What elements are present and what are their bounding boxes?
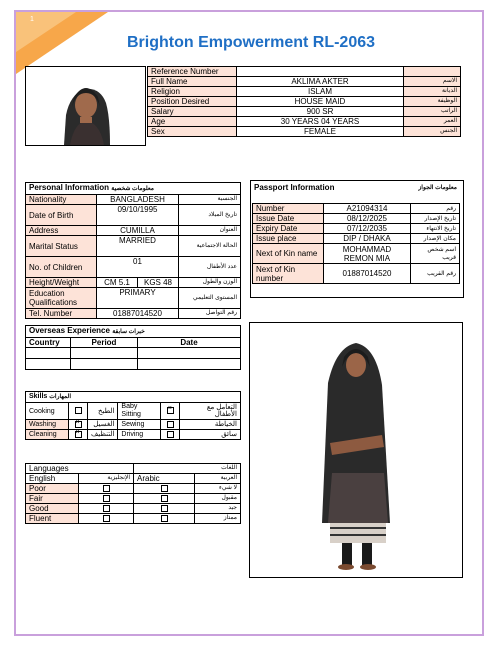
- weight-value: KGS 48: [138, 278, 179, 288]
- personal-row: [26, 205, 241, 226]
- skills-row: [26, 403, 241, 420]
- passport-table: [252, 203, 460, 284]
- personal-label: Address: [26, 226, 97, 236]
- arabic-checkbox-cell: [134, 514, 195, 524]
- personal-heading: Personal Information: [29, 183, 110, 192]
- arabic-label-ar: العربية: [195, 474, 241, 484]
- english-checkbox-cell: [79, 504, 134, 514]
- header-info-value: 30 YEARS 04 YEARS: [237, 117, 404, 127]
- personal-value: CUMILLA: [97, 226, 179, 236]
- skill-label-ar: التنظيف: [88, 430, 118, 440]
- passport-row: [253, 204, 460, 214]
- skill-label-ar: سائق: [180, 430, 241, 440]
- personal-label-ar: الحالة الاجتماعية: [179, 236, 241, 257]
- tel-label: Tel. Number: [26, 309, 97, 319]
- header-info-row: [148, 87, 461, 97]
- header-info-label: Full Name: [148, 77, 237, 87]
- header-info-label-ar: الوظيفة: [404, 97, 461, 107]
- passport-label: Issue Date: [253, 214, 324, 224]
- personal-label: No. of Children: [26, 257, 97, 278]
- personal-label-ar: الجنسية: [179, 195, 241, 205]
- passport-label: Number: [253, 204, 324, 214]
- header-info-value: AKLIMA AKTER: [237, 77, 404, 87]
- header-info-row: [148, 67, 461, 77]
- header-info-table: [147, 66, 461, 137]
- skill-checkbox-cell: [161, 430, 180, 440]
- languages-heading-ar: اللغات: [134, 464, 241, 474]
- skills-heading: Skills: [29, 393, 48, 400]
- language-level-row: [26, 494, 241, 504]
- header-info-label-ar: [404, 67, 461, 77]
- skill-checkbox: [167, 431, 174, 438]
- skill-label-ar: الخياطة: [180, 420, 241, 430]
- overseas-heading: Overseas Experience: [29, 326, 110, 335]
- skill-label: Cooking: [26, 403, 69, 420]
- skill-checkbox-cell: [161, 420, 180, 430]
- passport-value: 01887014520: [324, 264, 411, 284]
- arabic-checkbox-cell: [134, 504, 195, 514]
- passport-label-ar: اسم شخص قريب: [411, 244, 460, 264]
- skills-heading-ar: المهارات: [49, 394, 72, 400]
- personal-value: 09/10/1995: [97, 205, 179, 226]
- header-info-label-ar: الاسم: [404, 77, 461, 87]
- hw-label: Height/Weight: [26, 278, 97, 288]
- passport-row: [253, 224, 460, 234]
- skill-checkbox-cell: [161, 403, 180, 420]
- language-level-label-ar: مقبول: [195, 494, 241, 504]
- skill-label: Driving: [118, 430, 161, 440]
- passport-heading-ar: معلومات الجواز: [418, 185, 457, 191]
- skill-checkbox-cell: [69, 430, 88, 440]
- page-title: Brighton Empowerment RL-2063: [126, 34, 376, 51]
- header-info-value: FEMALE: [237, 127, 404, 137]
- language-level-label-ar: لا شيء: [195, 484, 241, 494]
- personal-label: Marital Status: [26, 236, 97, 257]
- personal-heading-ar: معلومات شخصية: [111, 186, 154, 192]
- languages-heading: Languages: [26, 464, 134, 474]
- skill-label: Cleaning: [26, 430, 69, 440]
- language-level-label: Fair: [26, 494, 79, 504]
- header-info-label-ar: الراتب: [404, 107, 461, 117]
- skill-checkbox: [167, 407, 174, 414]
- languages-table: [25, 463, 241, 524]
- passport-label-ar: رقم: [411, 204, 460, 214]
- arabic-checkbox-cell: [134, 484, 195, 494]
- header-info-value: HOUSE MAID: [237, 97, 404, 107]
- tel-value: 01887014520: [97, 309, 179, 319]
- english-checkbox: [103, 495, 110, 502]
- header-info-value: ISLAM: [237, 87, 404, 97]
- header-info-label: Salary: [148, 107, 237, 117]
- personal-label-ar: تاريخ الميلاد: [179, 205, 241, 226]
- passport-label-ar: مكان الإصدار: [411, 234, 460, 244]
- personal-label: Nationality: [26, 195, 97, 205]
- passport-row: [253, 264, 460, 284]
- hw-label-ar: الوزن والطول: [179, 278, 241, 288]
- passport-label: Next of Kin number: [253, 264, 324, 284]
- passport-label: Next of Kin name: [253, 244, 324, 264]
- personal-row: [26, 236, 241, 257]
- header-info-row: [148, 107, 461, 117]
- edu-value: PRIMARY: [97, 288, 179, 309]
- passport-value: 07/12/2035: [324, 224, 411, 234]
- col-date: Date: [138, 338, 241, 348]
- language-level-label: Poor: [26, 484, 79, 494]
- passport-row: [253, 214, 460, 224]
- personal-row: [26, 257, 241, 278]
- english-label-ar: الإنجليزية: [79, 474, 134, 484]
- skill-checkbox-cell: [69, 420, 88, 430]
- personal-value: MARRIED: [97, 236, 179, 257]
- full-body-photo: [249, 322, 463, 578]
- height-value: CM 5.1: [97, 278, 138, 288]
- header-info-label: Position Desired: [148, 97, 237, 107]
- tel-label-ar: رقم التواصل: [179, 309, 241, 319]
- skills-row: [26, 420, 241, 430]
- passport-label-ar: رقم القريب: [411, 264, 460, 284]
- page-number: 1: [30, 16, 34, 23]
- passport-label-ar: تاريخ الإصدار: [411, 214, 460, 224]
- passport-row: [253, 234, 460, 244]
- language-level-label: Good: [26, 504, 79, 514]
- col-country: Country: [26, 338, 71, 348]
- english-checkbox-cell: [79, 514, 134, 524]
- skill-label: Baby Sitting: [118, 403, 161, 420]
- portrait-photo: [25, 66, 146, 146]
- header-info-label: Religion: [148, 87, 237, 97]
- language-level-label: Fluent: [26, 514, 79, 524]
- skill-checkbox: [75, 421, 82, 428]
- passport-label: Issue place: [253, 234, 324, 244]
- personal-info-table: [25, 182, 241, 319]
- english-checkbox: [103, 515, 110, 522]
- language-level-label-ar: ممتاز: [195, 514, 241, 524]
- skill-checkbox: [75, 431, 82, 438]
- personal-value: 01: [97, 257, 179, 278]
- edu-label: Education Qualifications: [26, 288, 97, 309]
- header-info-label: Age: [148, 117, 237, 127]
- personal-label: Date of Birth: [26, 205, 97, 226]
- header-info-label: Reference Number: [148, 67, 237, 77]
- skills-row: [26, 430, 241, 440]
- header-info-value: 900 SR: [237, 107, 404, 117]
- personal-row: [26, 195, 241, 205]
- skill-checkbox-cell: [69, 403, 88, 420]
- header-info-label-ar: العمر: [404, 117, 461, 127]
- personal-value: BANGLADESH: [97, 195, 179, 205]
- skill-label-ar: الطبخ: [88, 403, 118, 420]
- passport-value: A21094314: [324, 204, 411, 214]
- language-level-row: [26, 484, 241, 494]
- language-level-row: [26, 504, 241, 514]
- passport-label-ar: تاريخ الانتهاء: [411, 224, 460, 234]
- skills-table: [25, 391, 241, 440]
- header-info-row: [148, 77, 461, 87]
- english-label: English: [26, 474, 79, 484]
- skill-label-ar: الغسيل: [88, 420, 118, 430]
- passport-value: DIP / DHAKA: [324, 234, 411, 244]
- edu-label-ar: المستوى التعليمي: [179, 288, 241, 309]
- personal-label-ar: عدد الأطفال: [179, 257, 241, 278]
- header-info-row: [148, 127, 461, 137]
- arabic-checkbox: [161, 505, 168, 512]
- overseas-table: [25, 325, 241, 370]
- skill-label-ar: التعامل مع الأطفال: [180, 403, 241, 420]
- skill-label: Sewing: [118, 420, 161, 430]
- arabic-label: Arabic: [134, 474, 195, 484]
- language-level-row: [26, 514, 241, 524]
- skill-checkbox: [75, 407, 82, 414]
- passport-row: [253, 244, 460, 264]
- passport-heading: Passport Information: [254, 183, 335, 192]
- personal-row: [26, 226, 241, 236]
- english-checkbox-cell: [79, 484, 134, 494]
- passport-value: 08/12/2025: [324, 214, 411, 224]
- passport-value: MOHAMMAD REMON MIA: [324, 244, 411, 264]
- passport-label: Expiry Date: [253, 224, 324, 234]
- header-info-label: Sex: [148, 127, 237, 137]
- header-info-label-ar: الديانة: [404, 87, 461, 97]
- col-period: Period: [71, 338, 138, 348]
- overseas-heading-ar: خبرات سابقة: [112, 329, 145, 335]
- language-level-label-ar: جيد: [195, 504, 241, 514]
- english-checkbox-cell: [79, 494, 134, 504]
- arabic-checkbox: [161, 485, 168, 492]
- skill-label: Washing: [26, 420, 69, 430]
- header-info-value: [237, 67, 404, 77]
- english-checkbox: [103, 485, 110, 492]
- personal-label-ar: العنوان: [179, 226, 241, 236]
- arabic-checkbox: [161, 515, 168, 522]
- arabic-checkbox-cell: [134, 494, 195, 504]
- header-info-label-ar: الجنس: [404, 127, 461, 137]
- skill-checkbox: [167, 421, 174, 428]
- header-info-row: [148, 117, 461, 127]
- english-checkbox: [103, 505, 110, 512]
- header-info-row: [148, 97, 461, 107]
- arabic-checkbox: [161, 495, 168, 502]
